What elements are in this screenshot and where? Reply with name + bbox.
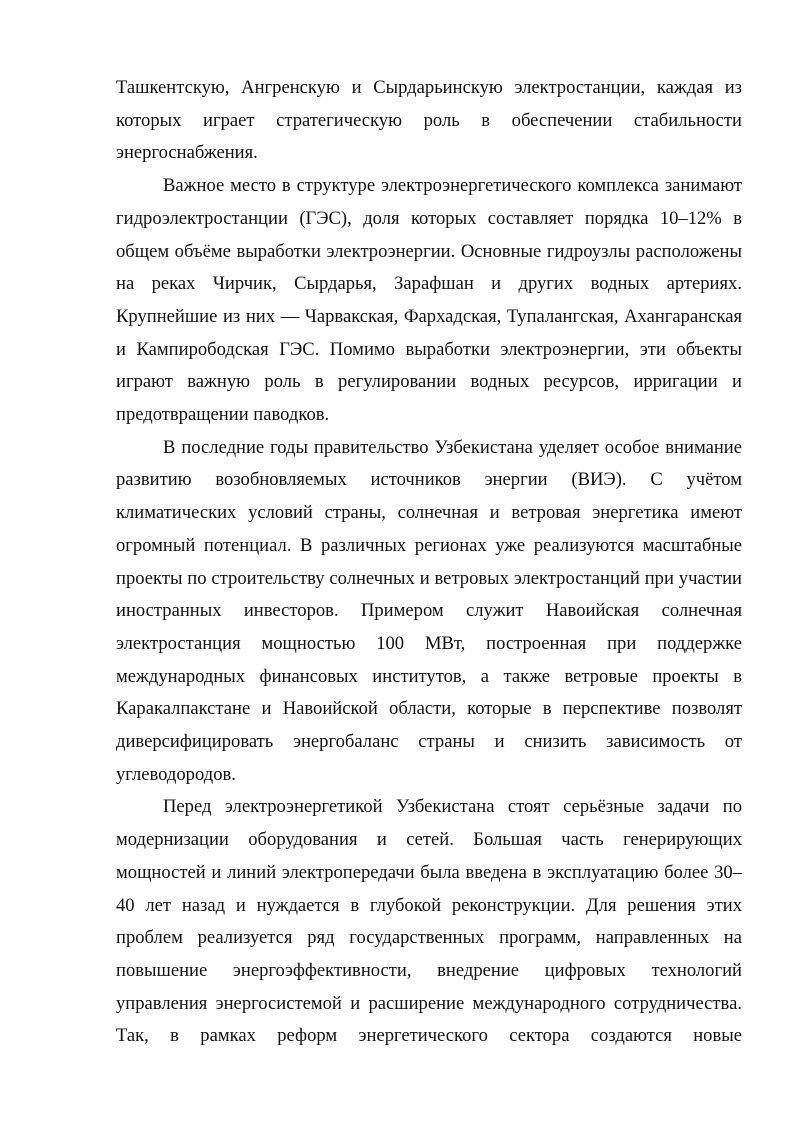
paragraph-modernization: Перед электроэнергетикой Узбекистана стоят серьёзные задачи по модернизации оборудования и сетей. Большая часть генерирующих мощностей и линий электропередачи была введена в эксплуатацию более 30–40 лет назад и нуждается в глубокой реконструкции. Для решения этих проблем реализуется ряд государственных программ, направленных на повышение энергоэффективности, внедрение цифровых технологий управления энергосистемой и расширение международного сотрудничества. Так, в рамках реформ энергетического сектора создаются новые [116, 796, 742, 1047]
paragraph-continuation: Ташкентскую, Ангренскую и Сырдарьинскую электростанции, каждая из которых играет стратегическую роль в обеспечении стабильности энергоснабжения. [116, 77, 742, 164]
paragraph-renewable-energy: В последние годы правительство Узбекистана уделяет особое внимание развитию возобновляемых источников энергии (ВИЭ). С учётом климатических условий страны, солнечная и ветровая энергетика имеют огромный потенциал. В различных регионах уже реализуются масштабные проекты по строительству солнечных и ветровых электростанций при участии иностранных инвесторов. Примером служит Навоийская солнечная электростанция мощностью 100 МВт, построенная при поддержке международных финансовых институтов, а также ветровые проекты в Каракалпакстане и Навоийской области, которые в перспективе позволят диверсифицировать энергобаланс страны и снизить зависимость от углеводородов. [116, 436, 742, 785]
paragraph-hydro-plants: Важное место в структуре электроэнергетического комплекса занимают гидроэлектростанции (ГЭС), доля которых составляет порядка 10–12% в общем объёме выработки электроэнергии. Основные гидроузлы расположены на реках Чирчик, Сырдарья, Зарафшан и других водных артериях. Крупнейшие из них — Чарвакская, Фархадская, Тупалангская, Ахангаранская и Кампирободская ГЭС. Помимо выработки электроэнергии, эти объекты играют важную роль в регулировании водных ресурсов, ирригации и предотвращении паводков. [116, 175, 742, 426]
body-text [116, 72, 742, 1053]
